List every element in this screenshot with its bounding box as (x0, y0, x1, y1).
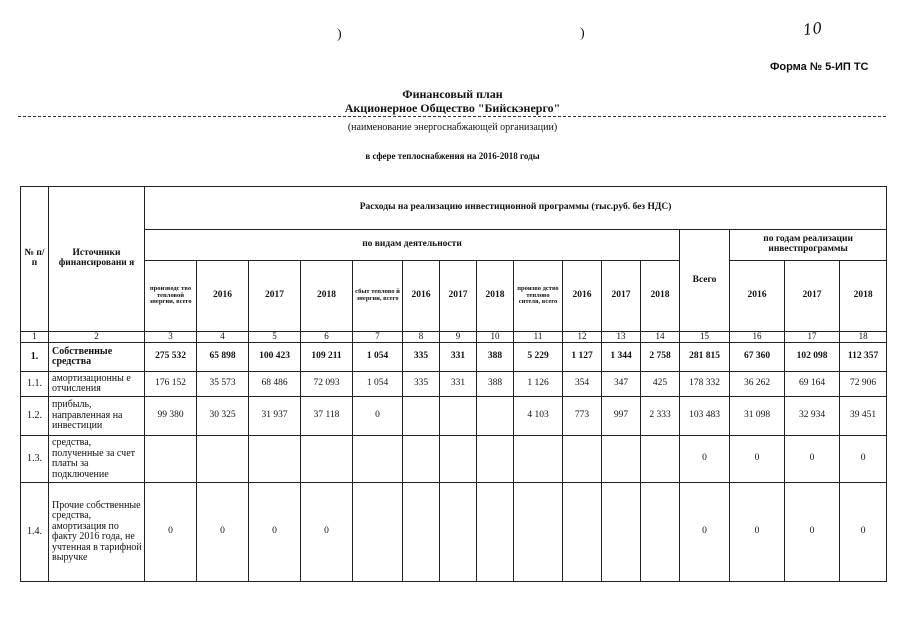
column-index: 14 (641, 332, 680, 343)
parenthesis-left: ) (337, 27, 342, 42)
table-cell: 1 054 (353, 372, 403, 397)
table-cell (563, 483, 602, 582)
table-cell (514, 483, 563, 582)
table-cell: 99 380 (145, 397, 197, 436)
table-cell: 1 054 (353, 343, 403, 372)
row-number: 1.3. (21, 436, 49, 483)
table-cell (440, 436, 477, 483)
column-index: 3 (145, 332, 197, 343)
column-index: 7 (353, 332, 403, 343)
header-by-activity: по видам деятельности (145, 230, 680, 261)
form-number: Форма № 5-ИП ТС (770, 61, 869, 73)
table-cell (477, 436, 514, 483)
table-cell (403, 483, 440, 582)
table-cell (602, 436, 641, 483)
table-cell: 997 (602, 397, 641, 436)
column-index: 2 (49, 332, 145, 343)
organization-underline (18, 116, 886, 117)
column-index: 9 (440, 332, 477, 343)
table-cell (353, 483, 403, 582)
table-cell: 5 229 (514, 343, 563, 372)
table-cell: 103 483 (680, 397, 730, 436)
table-cell: 68 486 (249, 372, 301, 397)
table-cell (563, 436, 602, 483)
table-cell: 2 333 (641, 397, 680, 436)
header-by-year: по годам реализации инвестпрограммы (730, 230, 887, 261)
column-index-row (21, 332, 887, 343)
table-cell: 0 (301, 483, 353, 582)
table-cell: 31 937 (249, 397, 301, 436)
table-cell: 31 098 (730, 397, 785, 436)
table-cell (641, 436, 680, 483)
row-source-name: прибыль, направленная на инвестиции (49, 397, 145, 436)
table-cell: 0 (840, 483, 887, 582)
table-cell: 773 (563, 397, 602, 436)
table-cell: 4 103 (514, 397, 563, 436)
table-cell: 1 344 (602, 343, 641, 372)
table-cell: 39 451 (840, 397, 887, 436)
header-expenses-title: Расходы на реализацию инвестиционной программы (тыс.руб. без НДС) (145, 187, 887, 230)
table-cell (249, 436, 301, 483)
table-cell: 72 093 (301, 372, 353, 397)
table-cell: 0 (145, 483, 197, 582)
table-cell (440, 483, 477, 582)
table-cell: 388 (477, 343, 514, 372)
table-cell: 0 (353, 397, 403, 436)
row-source-name: средства, полученные за счет платы за подключение (49, 436, 145, 483)
row-source-name: амортизационны е отчисления (49, 372, 145, 397)
table-cell: 335 (403, 343, 440, 372)
table-cell: 69 164 (785, 372, 840, 397)
table-row (21, 436, 887, 483)
table-cell: 2 758 (641, 343, 680, 372)
table-cell: 425 (641, 372, 680, 397)
column-index: 1 (21, 332, 49, 343)
table-cell (514, 436, 563, 483)
header-year: 2017 (785, 261, 840, 332)
table-cell: 275 532 (145, 343, 197, 372)
table-cell: 35 573 (197, 372, 249, 397)
table-row (21, 483, 887, 582)
header-year: 2016 (403, 261, 440, 332)
table-cell: 0 (785, 483, 840, 582)
header-year: 2018 (641, 261, 680, 332)
scope-line: в сфере теплоснабжения на 2016-2018 годы (365, 151, 540, 161)
table-cell: 36 262 (730, 372, 785, 397)
table-cell: 0 (785, 436, 840, 483)
header-year: 2017 (602, 261, 641, 332)
table-cell (477, 397, 514, 436)
table-cell: 37 118 (301, 397, 353, 436)
table-cell: 102 098 (785, 343, 840, 372)
table-cell (353, 436, 403, 483)
table-cell: 0 (249, 483, 301, 582)
table-cell (602, 483, 641, 582)
header-year: 2018 (301, 261, 353, 332)
header-year: 2016 (563, 261, 602, 332)
financial-plan-table (20, 186, 887, 582)
table-cell (145, 436, 197, 483)
column-index: 4 (197, 332, 249, 343)
row-number: 1. (21, 343, 49, 372)
row-number: 1.4. (21, 483, 49, 582)
header-year: 2017 (249, 261, 301, 332)
header-transport-total: произво дство теплово сителя, всего (514, 261, 563, 332)
table-cell (440, 397, 477, 436)
table-cell: 72 906 (840, 372, 887, 397)
column-index: 15 (680, 332, 730, 343)
column-index: 13 (602, 332, 641, 343)
row-number: 1.2. (21, 397, 49, 436)
header-year: 2016 (730, 261, 785, 332)
column-index: 5 (249, 332, 301, 343)
table-cell: 281 815 (680, 343, 730, 372)
table-cell: 0 (730, 436, 785, 483)
table-cell: 0 (680, 436, 730, 483)
table-cell: 335 (403, 372, 440, 397)
table-cell: 0 (840, 436, 887, 483)
table-cell: 1 127 (563, 343, 602, 372)
header-col-source: Источники финансировани я (49, 187, 145, 332)
table-cell: 176 152 (145, 372, 197, 397)
table-cell: 109 211 (301, 343, 353, 372)
column-index: 17 (785, 332, 840, 343)
table-cell: 331 (440, 372, 477, 397)
table-cell: 112 357 (840, 343, 887, 372)
header-total: Всего (680, 230, 730, 332)
column-index: 12 (563, 332, 602, 343)
column-index: 11 (514, 332, 563, 343)
table-cell: 1 126 (514, 372, 563, 397)
table-cell: 0 (197, 483, 249, 582)
table-cell: 354 (563, 372, 602, 397)
header-year: 2018 (477, 261, 514, 332)
table-cell: 347 (602, 372, 641, 397)
table-cell (403, 436, 440, 483)
table-cell: 100 423 (249, 343, 301, 372)
table-cell (197, 436, 249, 483)
table-row (21, 343, 887, 372)
table-cell (477, 483, 514, 582)
table-cell: 331 (440, 343, 477, 372)
parenthesis-right: ) (580, 26, 585, 41)
column-index: 8 (403, 332, 440, 343)
table-cell: 65 898 (197, 343, 249, 372)
document-title: Финансовый план (402, 87, 503, 101)
header-sales-total: сбыт теплово й энергии, всего (353, 261, 403, 332)
table-cell: 178 332 (680, 372, 730, 397)
row-number: 1.1. (21, 372, 49, 397)
header-year: 2018 (840, 261, 887, 332)
column-index: 6 (301, 332, 353, 343)
header-year: 2016 (197, 261, 249, 332)
table-cell (301, 436, 353, 483)
column-index: 18 (840, 332, 887, 343)
table-cell (403, 397, 440, 436)
header-production-total: производс тво тепловой энергии, всего (145, 261, 197, 332)
table-row (21, 372, 887, 397)
organization-caption: (наименование энергоснабжающей организации) (347, 122, 558, 133)
table-row (21, 397, 887, 436)
table-cell: 0 (730, 483, 785, 582)
column-index: 10 (477, 332, 514, 343)
handwritten-page-number: 10 (801, 18, 824, 40)
row-source-name: Прочие собственные средства, амортизация по факту 2016 года, не учтенная в тарифной выручке (49, 483, 145, 582)
table-cell: 67 360 (730, 343, 785, 372)
organization-name: Акционерное Общество "Бийскэнерго" (344, 101, 561, 115)
row-source-name: Собственные средства (49, 343, 145, 372)
table-cell: 30 325 (197, 397, 249, 436)
table-cell: 32 934 (785, 397, 840, 436)
table-cell: 0 (680, 483, 730, 582)
column-index: 16 (730, 332, 785, 343)
table-cell (641, 483, 680, 582)
header-col-number: № п/п (21, 187, 49, 332)
table-cell: 388 (477, 372, 514, 397)
header-year: 2017 (440, 261, 477, 332)
